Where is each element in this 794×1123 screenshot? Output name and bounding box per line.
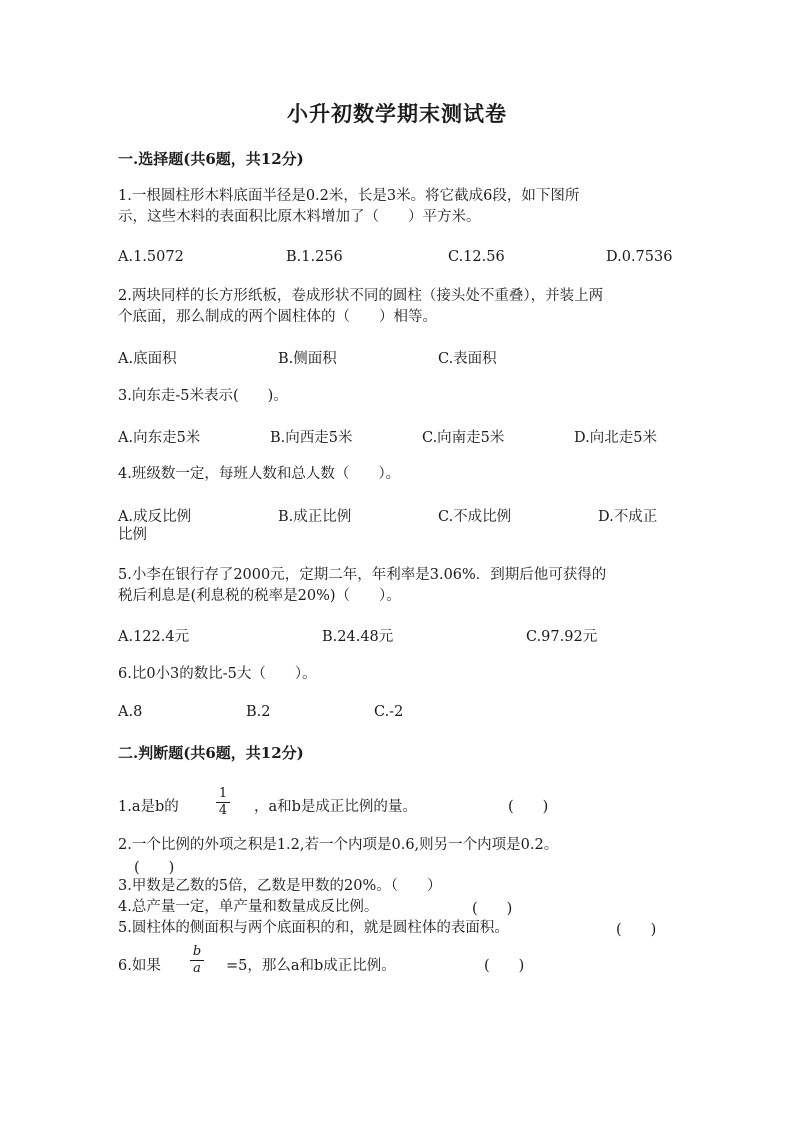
question-5-line-2: 税后利息是(利息税的税率是20%)（ ）。	[118, 588, 401, 604]
option-c: C.-2	[374, 704, 404, 720]
judgment-5-text: 5.圆柱体的侧面积与两个底面积的和，就是圆柱体的表面积。	[118, 920, 509, 936]
judgment-6-text: =5，那么a和b成正比例。	[226, 958, 396, 974]
question-4-line-1: 4.班级数一定，每班人数和总人数（ ）。	[118, 466, 401, 482]
question-4-options	[118, 505, 678, 525]
option-a: A.底面积	[118, 351, 177, 367]
question-2-options	[118, 347, 678, 367]
option-b: B.1.256	[286, 249, 343, 265]
option-a: A.1.5072	[118, 249, 184, 265]
page-title: 小升初数学期末测试卷	[287, 101, 507, 126]
option-a: A.122.4元	[118, 629, 190, 645]
option-c: C.向南走5米	[422, 430, 505, 446]
fraction-one-quarter	[216, 786, 230, 819]
option-c: C.不成比例	[438, 509, 512, 525]
option-c: C.表面积	[438, 351, 497, 367]
judgment-5-answer-blank: ( )	[616, 922, 657, 938]
option-a: A.向东走5米	[118, 430, 201, 446]
judgment-1-prefix: 1.a是b的	[118, 799, 179, 815]
option-a: A.8	[118, 704, 143, 720]
question-2-line-2: 个底面，那么制成的两个圆柱体的（ ）相等。	[118, 309, 437, 325]
option-c: C.12.56	[448, 249, 505, 265]
question-1-line-1: 1.一根圆柱形木料底面半径是0.2米，长是3米。将它截成6段，如下图所	[118, 188, 580, 204]
judgment-6-prefix: 6.如果	[118, 958, 161, 974]
question-1-line-2: 示，这些木料的表面积比原木料增加了（ ）平方米。	[118, 209, 481, 225]
judgment-3-text: 3.甲数是乙数的5倍，乙数是甲数的20%。（ ）	[118, 878, 442, 894]
section-heading-choice: 一.选择题(共6题，共12分)	[118, 150, 304, 168]
fraction-b-over-a	[190, 944, 204, 977]
question-6-line-1: 6.比0小3的数比-5大（ ）。	[118, 666, 317, 682]
question-1-options	[118, 249, 678, 269]
question-3-line-1: 3.向东走-5米表示( )。	[118, 388, 288, 404]
judgment-1-answer-blank: ( )	[508, 799, 549, 815]
question-3-options	[118, 426, 678, 446]
option-b: B.侧面积	[278, 351, 337, 367]
option-d: D.0.7536	[606, 249, 673, 265]
option-d: D.不成正	[598, 509, 658, 525]
option-b: B.2	[246, 704, 271, 720]
option-b: B.向西走5米	[270, 430, 353, 446]
judgment-1-text: ，a和b是成正比例的量。	[254, 799, 417, 815]
question-5-options	[118, 625, 678, 645]
fraction-numerator: 1	[218, 786, 228, 801]
judgment-4-answer-blank: ( )	[472, 901, 513, 917]
option-c: C.97.92元	[526, 629, 598, 645]
section-heading-judgment: 二.判断题(共6题，共12分)	[118, 744, 304, 762]
option-d: D.向北走5米	[574, 430, 657, 446]
judgment-4-text: 4.总产量一定，单产量和数量成反比例。	[118, 899, 379, 915]
judgment-2-text: 2.一个比例的外项之积是1.2,若一个内项是0.6,则另一个内项是0.2。	[118, 837, 559, 853]
fraction-denominator: 4	[218, 803, 228, 818]
option-d-wrap: 比例	[118, 527, 147, 543]
option-a: A.成反比例	[118, 509, 192, 525]
option-b: B.24.48元	[322, 629, 394, 645]
judgment-6-answer-blank: ( )	[484, 958, 525, 974]
fraction-denominator: a	[193, 961, 201, 976]
question-2-line-1: 2.两块同样的长方形纸板，卷成形状不同的圆柱（接头处不重叠），并装上两	[118, 288, 604, 304]
question-5-line-1: 5.小李在银行存了2000元，定期二年，年利率是3.06%．到期后他可获得的	[118, 567, 607, 583]
question-6-options	[118, 704, 678, 724]
option-b: B.成正比例	[278, 509, 352, 525]
fraction-numerator: b	[192, 944, 202, 959]
judgment-2-answer-blank: ( )	[134, 860, 175, 876]
